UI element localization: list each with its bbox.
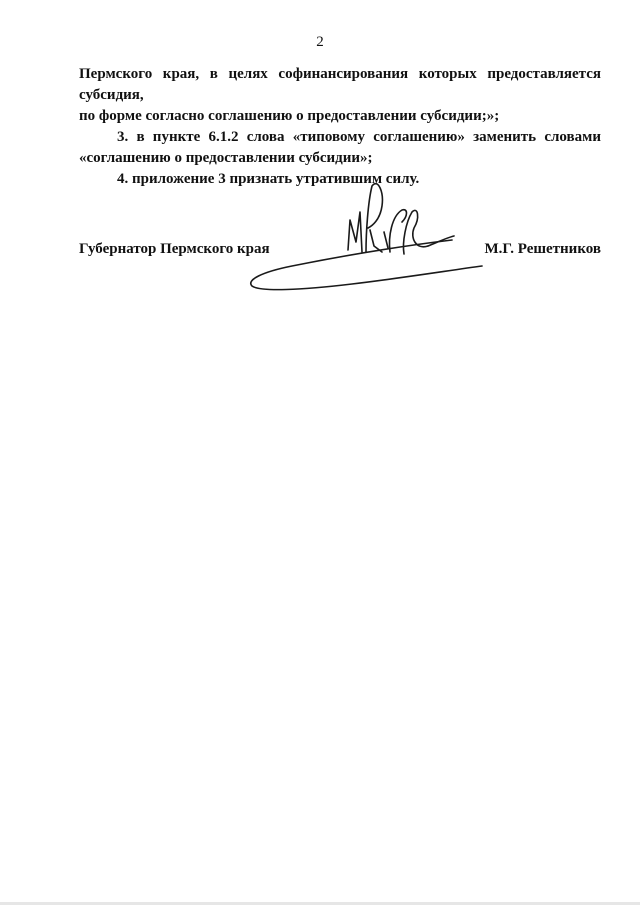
- paragraph-item-3-line-1: 3. в пункте 6.1.2 слова «типовому соглашению» заменить словами: [117, 129, 601, 145]
- page-number: 2: [316, 34, 324, 50]
- paragraph-item-3-line-2: «соглашению о предоставлении субсидии»;: [79, 150, 373, 166]
- paragraph-continuation-line-1: Пермского края, в целях софинансирования которых предоставляется субсидия,: [79, 66, 601, 103]
- paragraph-item-4: 4. приложение 3 признать утратившим силу.: [117, 171, 420, 187]
- signatory-name: М.Г. Решетников: [484, 241, 601, 257]
- handwritten-signature-icon: [232, 172, 492, 302]
- signatory-position: Губернатор Пермского края: [79, 241, 270, 257]
- paragraph-continuation-line-2: по форме согласно соглашению о предоставлении субсидии;»;: [79, 108, 500, 124]
